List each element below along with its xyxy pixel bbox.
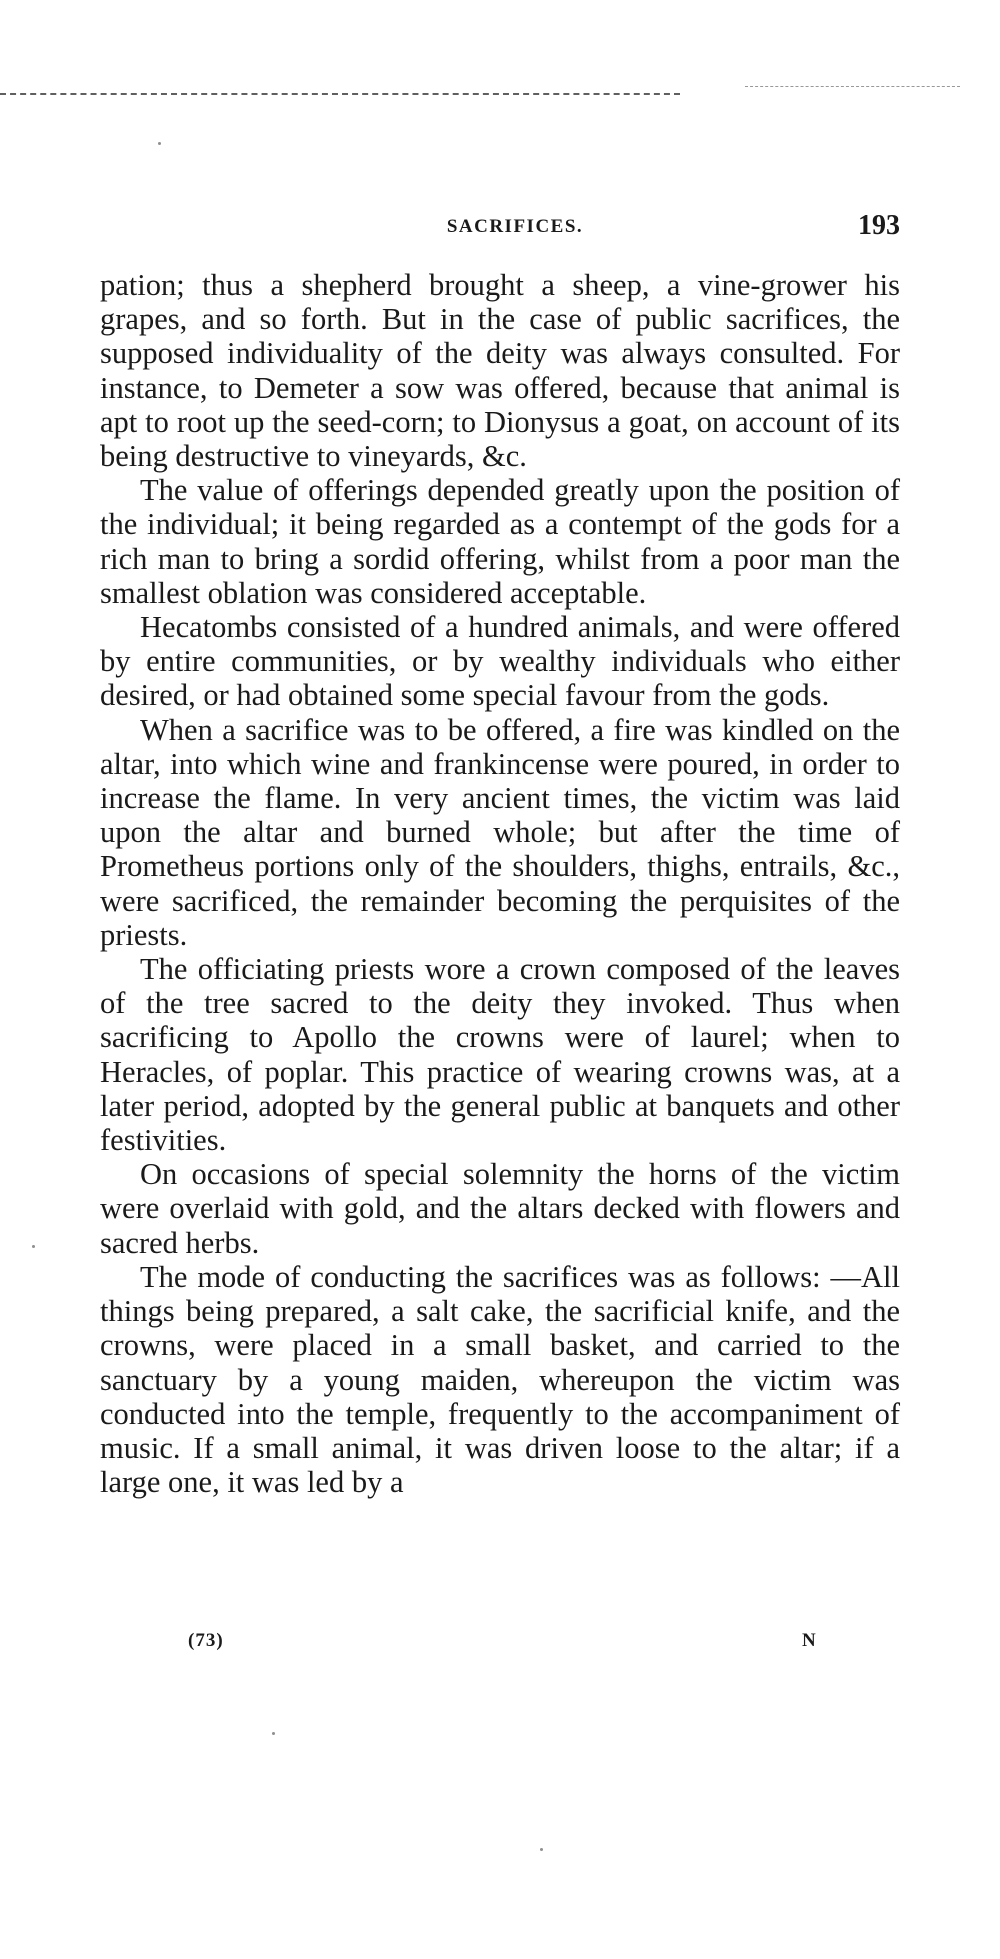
paragraph: When a sacrifice was to be offered, a fire was kindled on the altar, into which wine and frankincense were poured, in order to increase the flame. In very ancient times, the victim was laid upon the altar and burned whole; but after the time of Prometheus portions only of the shoulders, thighs, entrails, &c., were sacrificed, the remainder becoming the perquisites of the priests.: [100, 712, 900, 952]
page-footer: [100, 1630, 900, 1660]
scan-speck: [158, 142, 161, 145]
paragraph-continuation: pation; thus a shepherd brought a sheep, a vine-grower his grapes, and so forth. But in the case of public sacrifices, the supposed individuality of the deity was always consulted. For instance, to Demeter a sow was offered, because that animal is apt to root up the seed-corn; to Dionysus a goat, on account of its being destructive to vineyards, &c.: [100, 268, 900, 474]
paragraph: On occasions of special solemnity the horns of the victim were overlaid with gold, and the altars decked with flowers and sacred herbs.: [100, 1157, 900, 1260]
page-number: 193: [858, 210, 900, 241]
signature-mark: (73): [188, 1630, 224, 1651]
running-title: SACRIFICES.: [446, 216, 584, 237]
scan-speck: [32, 1245, 35, 1248]
paragraph: The mode of conducting the sacrifices was as follows: —All things being prepared, a salt cake, the sacrificial knife, and the crowns, were placed in a small basket, and carried to the sanctuary by a young maiden, whereupon the victim was conducted into the temple, frequently to the accompaniment of music. If a small animal, it was driven loose to the altar; if a large one, it was led by a: [100, 1259, 900, 1500]
running-head: [100, 210, 900, 240]
gathering-letter: N: [802, 1630, 816, 1651]
body-text: [100, 268, 900, 1499]
scan-speck: [540, 1848, 543, 1851]
paragraph: Hecatombs consisted of a hundred animals, and were offered by entire communities, or by wealthy individuals who either desired, or had obtained some special favour from the gods.: [100, 610, 900, 713]
paragraph: The officiating priests wore a crown composed of the leaves of the tree sacred to the deity they invoked. Thus when sacrificing to Apollo the crowns were of laurel; when to Heracles, of poplar. This practice of wearing crowns was, at a later period, adopted by the general public at banquets and other festivities.: [100, 952, 900, 1158]
scan-border-line: [0, 93, 680, 95]
scan-border-line-right: [745, 86, 960, 87]
scan-speck: [272, 1732, 275, 1735]
paragraph: The value of offerings depended greatly upon the position of the individual; it being regarded as a contempt of the gods for a rich man to bring a sordid offering, whilst from a poor man the smallest oblation was considered acceptable.: [100, 473, 900, 610]
